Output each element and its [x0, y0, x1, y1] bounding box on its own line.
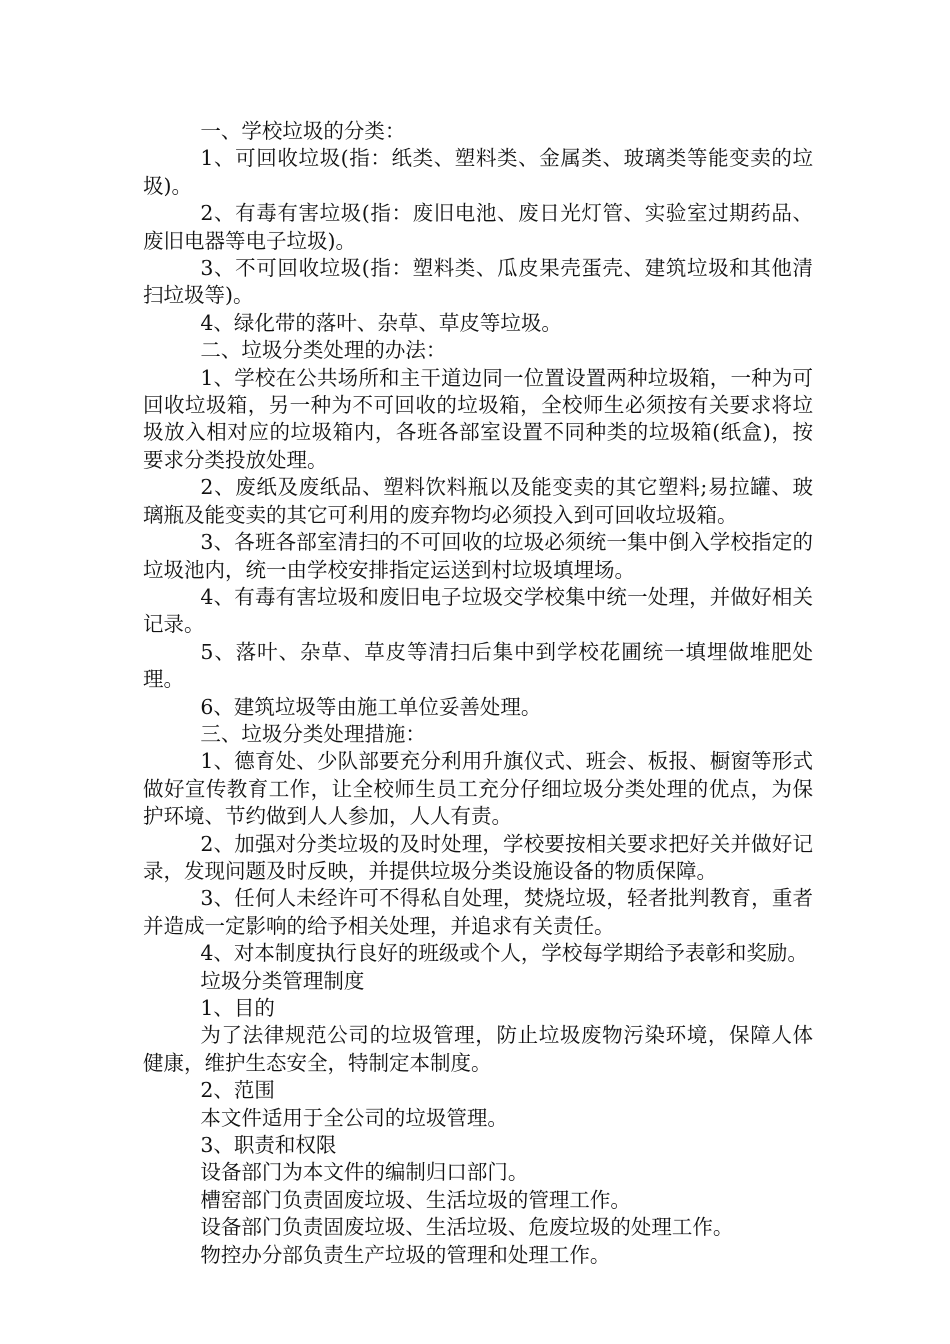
paragraph: 本文件适用于全公司的垃圾管理。 [200, 1105, 508, 1130]
paragraph: 2、有毒有害垃圾(指：废旧电池、废日光灯管、实验室过期药品、废旧电器等电子垃圾)。 [143, 201, 813, 253]
paragraph: 3、不可回收垃圾(指：塑料类、瓜皮果壳蛋壳、建筑垃圾和其他清扫垃圾等)。 [143, 256, 813, 308]
document-body [143, 118, 813, 1269]
paragraph: 4、绿化带的落叶、杂草、草皮等垃圾。 [200, 310, 562, 335]
paragraph: 4、对本制度执行良好的班级或个人，学校每学期给予表彰和奖励。 [200, 941, 808, 966]
paragraph: 4、有毒有害垃圾和废旧电子垃圾交学校集中统一处理，并做好相关记录。 [143, 584, 813, 637]
paragraph: 物控办分部负责生产垃圾的管理和处理工作。 [200, 1242, 611, 1267]
paragraph: 设备部门负责固废垃圾、生活垃圾、危废垃圾的处理工作。 [200, 1215, 734, 1240]
section-heading-responsibilities: 3、职责和权限 [200, 1133, 337, 1158]
paragraph: 1、学校在公共场所和主干道边同一位置设置两种垃圾箱，一种为可回收垃圾箱，另一种为不可回收的垃圾箱，全校师生必须按有关要求将垃圾放入相对应的垃圾箱内，各班各部室设置不同种类的垃圾箱(纸盒)，按要求分类投放处理。 [143, 365, 813, 472]
paragraph: 设备部门为本文件的编制归口部门。 [200, 1160, 529, 1185]
paragraph: 槽窑部门负责固废垃圾、生活垃圾的管理工作。 [200, 1187, 631, 1212]
document-subtitle: 垃圾分类管理制度 [200, 968, 365, 993]
paragraph: 2、加强对分类垃圾的及时处理，学校要按相关要求把好关并做好记录，发现问题及时反映，并提供垃圾分类设施设备的物质保障。 [143, 831, 813, 883]
paragraph: 为了法律规范公司的垃圾管理，防止垃圾废物污染环境，保障人体健康，维护生态安全，特制定本制度。 [143, 1023, 813, 1075]
paragraph: 6、建筑垃圾等由施工单位妥善处理。 [200, 694, 542, 719]
paragraph: 1、可回收垃圾(指：纸类、塑料类、金属类、玻璃类等能变卖的垃圾)。 [143, 146, 813, 198]
section-heading-measures: 三、垃圾分类处理措施： [200, 721, 426, 746]
paragraph: 2、废纸及废纸品、塑料饮料瓶以及能变卖的其它塑料;易拉罐、玻璃瓶及能变卖的其它可利用的废弃物均必须投入到可回收垃圾箱。 [143, 475, 813, 527]
paragraph: 1、德育处、少队部要充分利用升旗仪式、班会、板报、橱窗等形式做好宣传教育工作，让全校师生员工充分仔细垃圾分类处理的优点，为保护环境、节约做到人人参加，人人有责。 [143, 749, 813, 829]
section-heading-methods: 二、垃圾分类处理的办法： [200, 338, 447, 363]
paragraph: 3、各班各部室清扫的不可回收的垃圾必须统一集中倒入学校指定的垃圾池内，统一由学校安排指定运送到村垃圾填埋场。 [143, 530, 813, 582]
paragraph: 5、落叶、杂草、草皮等清扫后集中到学校花圃统一填埋做堆肥处理。 [143, 639, 813, 692]
section-heading-purpose: 1、目的 [200, 996, 275, 1020]
section-heading-classification: 一、学校垃圾的分类： [200, 119, 406, 143]
paragraph: 3、任何人未经许可不得私自处理，焚烧垃圾，轻者批判教育，重者并造成一定影响的给予相关处理，并追求有关责任。 [143, 886, 813, 938]
section-heading-scope: 2、范围 [200, 1078, 275, 1103]
